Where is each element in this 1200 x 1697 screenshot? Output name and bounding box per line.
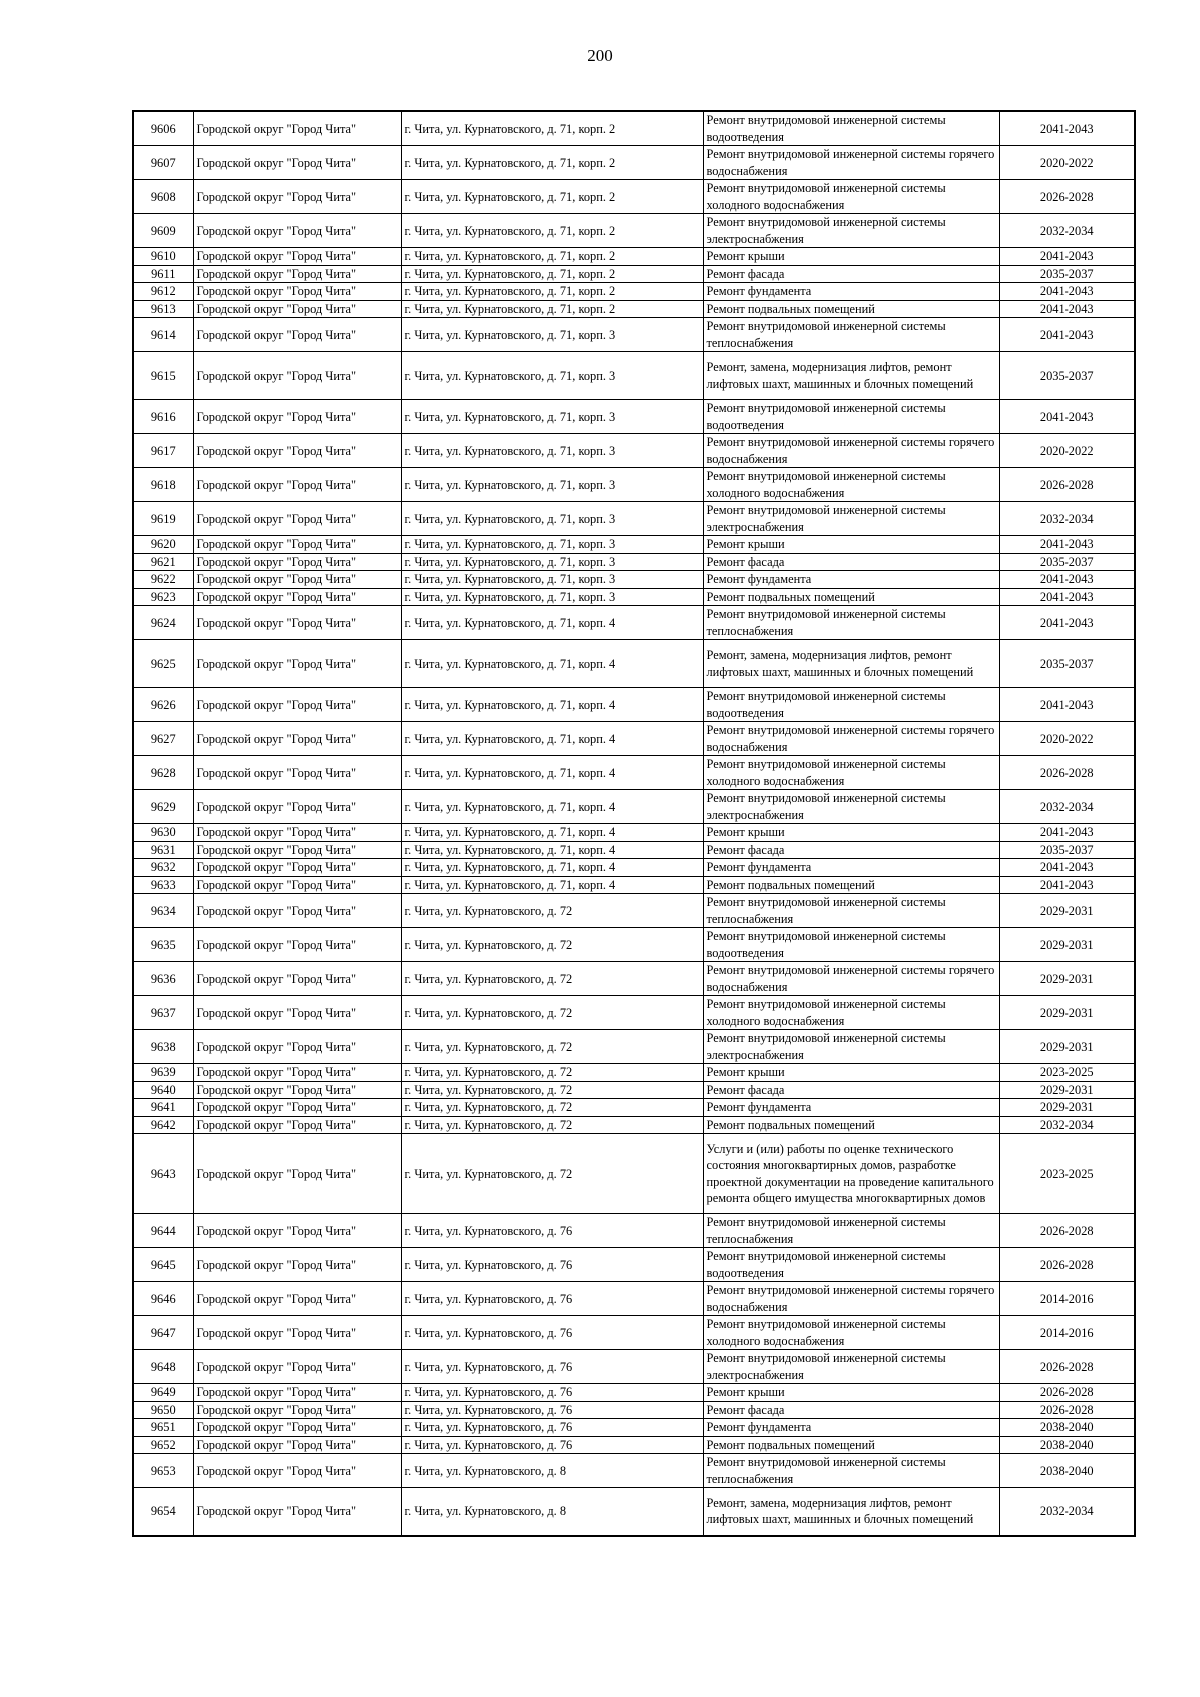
period-cell: 2035-2037 bbox=[999, 640, 1135, 688]
period-cell: 2026-2028 bbox=[999, 1401, 1135, 1419]
address-cell: г. Чита, ул. Курнатовского, д. 8 bbox=[401, 1488, 703, 1536]
work-type-cell: Услуги и (или) работы по оценке технического состояния многоквартирных домов, разработке проектной документации на проведение капитального ремонта общего имущества многоквартирных домов bbox=[703, 1134, 999, 1214]
table-row bbox=[133, 876, 1135, 894]
municipality-cell: Городской округ "Город Чита" bbox=[193, 1099, 401, 1117]
row-number: 9633 bbox=[133, 876, 193, 894]
address-cell: г. Чита, ул. Курнатовского, д. 71, корп. 4 bbox=[401, 790, 703, 824]
row-number: 9654 bbox=[133, 1488, 193, 1536]
table-row bbox=[133, 1350, 1135, 1384]
municipality-cell: Городской округ "Город Чита" bbox=[193, 1030, 401, 1064]
row-number: 9624 bbox=[133, 606, 193, 640]
row-number: 9611 bbox=[133, 265, 193, 283]
period-cell: 2041-2043 bbox=[999, 318, 1135, 352]
row-number: 9620 bbox=[133, 536, 193, 554]
work-type-cell: Ремонт подвальных помещений bbox=[703, 588, 999, 606]
municipality-cell: Городской округ "Город Чита" bbox=[193, 928, 401, 962]
municipality-cell: Городской округ "Город Чита" bbox=[193, 180, 401, 214]
table-row bbox=[133, 502, 1135, 536]
work-type-cell: Ремонт фасада bbox=[703, 553, 999, 571]
row-number: 9642 bbox=[133, 1116, 193, 1134]
work-type-cell: Ремонт внутридомовой инженерной системы водоотведения bbox=[703, 1248, 999, 1282]
period-cell: 2029-2031 bbox=[999, 1030, 1135, 1064]
row-number: 9628 bbox=[133, 756, 193, 790]
work-type-cell: Ремонт внутридомовой инженерной системы электроснабжения bbox=[703, 502, 999, 536]
municipality-cell: Городской округ "Город Чита" bbox=[193, 318, 401, 352]
municipality-cell: Городской округ "Город Чита" bbox=[193, 1116, 401, 1134]
table-row bbox=[133, 1419, 1135, 1437]
work-type-cell: Ремонт внутридомовой инженерной системы электроснабжения bbox=[703, 214, 999, 248]
period-cell: 2041-2043 bbox=[999, 876, 1135, 894]
work-type-cell: Ремонт внутридомовой инженерной системы теплоснабжения bbox=[703, 894, 999, 928]
table-row bbox=[133, 1081, 1135, 1099]
work-type-cell: Ремонт внутридомовой инженерной системы горячего водоснабжения bbox=[703, 146, 999, 180]
table-row bbox=[133, 1099, 1135, 1117]
municipality-cell: Городской округ "Город Чита" bbox=[193, 1454, 401, 1488]
work-type-cell: Ремонт внутридомовой инженерной системы электроснабжения bbox=[703, 1350, 999, 1384]
address-cell: г. Чита, ул. Курнатовского, д. 71, корп. 3 bbox=[401, 434, 703, 468]
row-number: 9609 bbox=[133, 214, 193, 248]
municipality-cell: Городской округ "Город Чита" bbox=[193, 352, 401, 400]
address-cell: г. Чита, ул. Курнатовского, д. 71, корп. 2 bbox=[401, 214, 703, 248]
work-type-cell: Ремонт крыши bbox=[703, 536, 999, 554]
row-number: 9608 bbox=[133, 180, 193, 214]
address-cell: г. Чита, ул. Курнатовского, д. 71, корп. 3 bbox=[401, 318, 703, 352]
work-type-cell: Ремонт подвальных помещений bbox=[703, 1436, 999, 1454]
period-cell: 2029-2031 bbox=[999, 928, 1135, 962]
period-cell: 2029-2031 bbox=[999, 1081, 1135, 1099]
work-type-cell: Ремонт внутридомовой инженерной системы теплоснабжения bbox=[703, 1214, 999, 1248]
address-cell: г. Чита, ул. Курнатовского, д. 72 bbox=[401, 1064, 703, 1082]
municipality-cell: Городской округ "Город Чита" bbox=[193, 1436, 401, 1454]
period-cell: 2038-2040 bbox=[999, 1436, 1135, 1454]
row-number: 9641 bbox=[133, 1099, 193, 1117]
municipality-cell: Городской округ "Город Чита" bbox=[193, 640, 401, 688]
address-cell: г. Чита, ул. Курнатовского, д. 72 bbox=[401, 928, 703, 962]
work-type-cell: Ремонт фундамента bbox=[703, 859, 999, 877]
work-type-cell: Ремонт фасада bbox=[703, 841, 999, 859]
period-cell: 2020-2022 bbox=[999, 146, 1135, 180]
row-number: 9607 bbox=[133, 146, 193, 180]
row-number: 9653 bbox=[133, 1454, 193, 1488]
municipality-cell: Городской округ "Город Чита" bbox=[193, 502, 401, 536]
address-cell: г. Чита, ул. Курнатовского, д. 71, корп. 3 bbox=[401, 502, 703, 536]
work-type-cell: Ремонт внутридомовой инженерной системы водоотведения bbox=[703, 688, 999, 722]
table-row bbox=[133, 300, 1135, 318]
address-cell: г. Чита, ул. Курнатовского, д. 71, корп. 4 bbox=[401, 688, 703, 722]
table-row bbox=[133, 468, 1135, 502]
municipality-cell: Городской округ "Город Чита" bbox=[193, 1401, 401, 1419]
address-cell: г. Чита, ул. Курнатовского, д. 76 bbox=[401, 1436, 703, 1454]
row-number: 9619 bbox=[133, 502, 193, 536]
row-number: 9629 bbox=[133, 790, 193, 824]
address-cell: г. Чита, ул. Курнатовского, д. 71, корп. 4 bbox=[401, 876, 703, 894]
row-number: 9646 bbox=[133, 1282, 193, 1316]
row-number: 9610 bbox=[133, 248, 193, 266]
work-type-cell: Ремонт фундамента bbox=[703, 1099, 999, 1117]
table-row bbox=[133, 180, 1135, 214]
municipality-cell: Городской округ "Город Чита" bbox=[193, 1488, 401, 1536]
address-cell: г. Чита, ул. Курнатовского, д. 72 bbox=[401, 1116, 703, 1134]
table-body bbox=[133, 111, 1135, 1536]
period-cell: 2041-2043 bbox=[999, 400, 1135, 434]
period-cell: 2026-2028 bbox=[999, 1384, 1135, 1402]
table-row bbox=[133, 400, 1135, 434]
period-cell: 2035-2037 bbox=[999, 841, 1135, 859]
table-row bbox=[133, 996, 1135, 1030]
work-type-cell: Ремонт крыши bbox=[703, 1064, 999, 1082]
period-cell: 2041-2043 bbox=[999, 283, 1135, 301]
work-type-cell: Ремонт внутридомовой инженерной системы горячего водоснабжения bbox=[703, 962, 999, 996]
address-cell: г. Чита, ул. Курнатовского, д. 72 bbox=[401, 1081, 703, 1099]
period-cell: 2032-2034 bbox=[999, 502, 1135, 536]
row-number: 9643 bbox=[133, 1134, 193, 1214]
period-cell: 2035-2037 bbox=[999, 265, 1135, 283]
municipality-cell: Городской округ "Город Чита" bbox=[193, 1214, 401, 1248]
municipality-cell: Городской округ "Город Чита" bbox=[193, 468, 401, 502]
table-row bbox=[133, 894, 1135, 928]
address-cell: г. Чита, ул. Курнатовского, д. 71, корп. 3 bbox=[401, 400, 703, 434]
row-number: 9617 bbox=[133, 434, 193, 468]
period-cell: 2026-2028 bbox=[999, 756, 1135, 790]
municipality-cell: Городской округ "Город Чита" bbox=[193, 996, 401, 1030]
work-type-cell: Ремонт внутридомовой инженерной системы холодного водоснабжения bbox=[703, 468, 999, 502]
period-cell: 2014-2016 bbox=[999, 1282, 1135, 1316]
table-row bbox=[133, 434, 1135, 468]
municipality-cell: Городской округ "Город Чита" bbox=[193, 722, 401, 756]
municipality-cell: Городской округ "Город Чита" bbox=[193, 146, 401, 180]
work-type-cell: Ремонт крыши bbox=[703, 1384, 999, 1402]
table-row bbox=[133, 265, 1135, 283]
address-cell: г. Чита, ул. Курнатовского, д. 71, корп. 2 bbox=[401, 111, 703, 146]
period-cell: 2041-2043 bbox=[999, 859, 1135, 877]
table-row bbox=[133, 928, 1135, 962]
table-row bbox=[133, 111, 1135, 146]
work-type-cell: Ремонт фундамента bbox=[703, 1419, 999, 1437]
address-cell: г. Чита, ул. Курнатовского, д. 72 bbox=[401, 1030, 703, 1064]
row-number: 9649 bbox=[133, 1384, 193, 1402]
table-row bbox=[133, 1436, 1135, 1454]
municipality-cell: Городской округ "Город Чита" bbox=[193, 1134, 401, 1214]
address-cell: г. Чита, ул. Курнатовского, д. 71, корп. 4 bbox=[401, 756, 703, 790]
table-row bbox=[133, 1248, 1135, 1282]
address-cell: г. Чита, ул. Курнатовского, д. 71, корп. 3 bbox=[401, 571, 703, 589]
table-row bbox=[133, 571, 1135, 589]
table-row bbox=[133, 318, 1135, 352]
table-row bbox=[133, 841, 1135, 859]
work-type-cell: Ремонт фасада bbox=[703, 1401, 999, 1419]
address-cell: г. Чита, ул. Курнатовского, д. 72 bbox=[401, 962, 703, 996]
row-number: 9647 bbox=[133, 1316, 193, 1350]
period-cell: 2026-2028 bbox=[999, 1350, 1135, 1384]
municipality-cell: Городской округ "Город Чита" bbox=[193, 588, 401, 606]
row-number: 9616 bbox=[133, 400, 193, 434]
municipality-cell: Городской округ "Город Чита" bbox=[193, 688, 401, 722]
table-row bbox=[133, 859, 1135, 877]
municipality-cell: Городской округ "Город Чита" bbox=[193, 876, 401, 894]
work-type-cell: Ремонт внутридомовой инженерной системы теплоснабжения bbox=[703, 606, 999, 640]
work-type-cell: Ремонт фундамента bbox=[703, 571, 999, 589]
period-cell: 2029-2031 bbox=[999, 996, 1135, 1030]
work-type-cell: Ремонт внутридомовой инженерной системы водоотведения bbox=[703, 400, 999, 434]
municipality-cell: Городской округ "Город Чита" bbox=[193, 1316, 401, 1350]
municipality-cell: Городской округ "Город Чита" bbox=[193, 248, 401, 266]
period-cell: 2041-2043 bbox=[999, 536, 1135, 554]
table-row bbox=[133, 722, 1135, 756]
work-type-cell: Ремонт внутридомовой инженерной системы горячего водоснабжения bbox=[703, 722, 999, 756]
work-type-cell: Ремонт фасада bbox=[703, 265, 999, 283]
work-type-cell: Ремонт крыши bbox=[703, 824, 999, 842]
work-type-cell: Ремонт внутридомовой инженерной системы водоотведения bbox=[703, 928, 999, 962]
municipality-cell: Городской округ "Город Чита" bbox=[193, 265, 401, 283]
work-type-cell: Ремонт подвальных помещений bbox=[703, 1116, 999, 1134]
period-cell: 2041-2043 bbox=[999, 824, 1135, 842]
address-cell: г. Чита, ул. Курнатовского, д. 71, корп. 4 bbox=[401, 824, 703, 842]
row-number: 9639 bbox=[133, 1064, 193, 1082]
municipality-cell: Городской округ "Город Чита" bbox=[193, 1350, 401, 1384]
period-cell: 2026-2028 bbox=[999, 180, 1135, 214]
table-row bbox=[133, 1030, 1135, 1064]
address-cell: г. Чита, ул. Курнатовского, д. 76 bbox=[401, 1384, 703, 1402]
work-type-cell: Ремонт внутридомовой инженерной системы холодного водоснабжения bbox=[703, 756, 999, 790]
address-cell: г. Чита, ул. Курнатовского, д. 71, корп. 4 bbox=[401, 841, 703, 859]
municipality-cell: Городской округ "Город Чита" bbox=[193, 283, 401, 301]
period-cell: 2032-2034 bbox=[999, 790, 1135, 824]
table-row bbox=[133, 214, 1135, 248]
municipality-cell: Городской округ "Город Чита" bbox=[193, 434, 401, 468]
table-row bbox=[133, 606, 1135, 640]
page-number: 200 bbox=[587, 46, 613, 65]
work-type-cell: Ремонт фундамента bbox=[703, 283, 999, 301]
municipality-cell: Городской округ "Город Чита" bbox=[193, 1064, 401, 1082]
municipality-cell: Городской округ "Город Чита" bbox=[193, 1248, 401, 1282]
period-cell: 2029-2031 bbox=[999, 1099, 1135, 1117]
municipality-cell: Городской округ "Город Чита" bbox=[193, 606, 401, 640]
table-row bbox=[133, 283, 1135, 301]
row-number: 9606 bbox=[133, 111, 193, 146]
address-cell: г. Чита, ул. Курнатовского, д. 71, корп. 3 bbox=[401, 468, 703, 502]
municipality-cell: Городской округ "Город Чита" bbox=[193, 536, 401, 554]
row-number: 9623 bbox=[133, 588, 193, 606]
address-cell: г. Чита, ул. Курнатовского, д. 71, корп. 3 bbox=[401, 352, 703, 400]
period-cell: 2035-2037 bbox=[999, 352, 1135, 400]
work-type-cell: Ремонт внутридомовой инженерной системы электроснабжения bbox=[703, 1030, 999, 1064]
table-row bbox=[133, 352, 1135, 400]
row-number: 9648 bbox=[133, 1350, 193, 1384]
work-type-cell: Ремонт внутридомовой инженерной системы горячего водоснабжения bbox=[703, 1282, 999, 1316]
table-row bbox=[133, 790, 1135, 824]
address-cell: г. Чита, ул. Курнатовского, д. 71, корп. 3 bbox=[401, 536, 703, 554]
row-number: 9627 bbox=[133, 722, 193, 756]
municipality-cell: Городской округ "Город Чита" bbox=[193, 214, 401, 248]
period-cell: 2020-2022 bbox=[999, 434, 1135, 468]
work-type-cell: Ремонт, замена, модернизация лифтов, ремонт лифтовых шахт, машинных и блочных помещений bbox=[703, 640, 999, 688]
work-type-cell: Ремонт, замена, модернизация лифтов, ремонт лифтовых шахт, машинных и блочных помещений bbox=[703, 1488, 999, 1536]
work-type-cell: Ремонт фасада bbox=[703, 1081, 999, 1099]
row-number: 9622 bbox=[133, 571, 193, 589]
period-cell: 2029-2031 bbox=[999, 894, 1135, 928]
table-row bbox=[133, 248, 1135, 266]
municipality-cell: Городской округ "Город Чита" bbox=[193, 111, 401, 146]
row-number: 9614 bbox=[133, 318, 193, 352]
period-cell: 2041-2043 bbox=[999, 248, 1135, 266]
row-number: 9644 bbox=[133, 1214, 193, 1248]
address-cell: г. Чита, ул. Курнатовского, д. 71, корп. 4 bbox=[401, 640, 703, 688]
table-row bbox=[133, 1401, 1135, 1419]
row-number: 9636 bbox=[133, 962, 193, 996]
address-cell: г. Чита, ул. Курнатовского, д. 76 bbox=[401, 1401, 703, 1419]
row-number: 9613 bbox=[133, 300, 193, 318]
address-cell: г. Чита, ул. Курнатовского, д. 71, корп. 3 bbox=[401, 588, 703, 606]
period-cell: 2032-2034 bbox=[999, 214, 1135, 248]
row-number: 9631 bbox=[133, 841, 193, 859]
address-cell: г. Чита, ул. Курнатовского, д. 76 bbox=[401, 1282, 703, 1316]
address-cell: г. Чита, ул. Курнатовского, д. 72 bbox=[401, 996, 703, 1030]
address-cell: г. Чита, ул. Курнатовского, д. 71, корп. 2 bbox=[401, 283, 703, 301]
municipality-cell: Городской округ "Город Чита" bbox=[193, 1419, 401, 1437]
row-number: 9640 bbox=[133, 1081, 193, 1099]
work-type-cell: Ремонт внутридомовой инженерной системы электроснабжения bbox=[703, 790, 999, 824]
table-row bbox=[133, 1488, 1135, 1536]
work-type-cell: Ремонт внутридомовой инженерной системы холодного водоснабжения bbox=[703, 1316, 999, 1350]
period-cell: 2029-2031 bbox=[999, 962, 1135, 996]
table-row bbox=[133, 1134, 1135, 1214]
row-number: 9637 bbox=[133, 996, 193, 1030]
table-row bbox=[133, 962, 1135, 996]
period-cell: 2026-2028 bbox=[999, 1214, 1135, 1248]
work-type-cell: Ремонт внутридомовой инженерной системы теплоснабжения bbox=[703, 1454, 999, 1488]
table-row bbox=[133, 1214, 1135, 1248]
work-type-cell: Ремонт внутридомовой инженерной системы холодного водоснабжения bbox=[703, 180, 999, 214]
address-cell: г. Чита, ул. Курнатовского, д. 71, корп. 4 bbox=[401, 859, 703, 877]
table-row bbox=[133, 1454, 1135, 1488]
work-type-cell: Ремонт подвальных помещений bbox=[703, 300, 999, 318]
table-row bbox=[133, 640, 1135, 688]
period-cell: 2023-2025 bbox=[999, 1064, 1135, 1082]
municipality-cell: Городской округ "Город Чита" bbox=[193, 756, 401, 790]
municipality-cell: Городской округ "Город Чита" bbox=[193, 962, 401, 996]
municipality-cell: Городской округ "Город Чита" bbox=[193, 1384, 401, 1402]
municipality-cell: Городской округ "Город Чита" bbox=[193, 400, 401, 434]
address-cell: г. Чита, ул. Курнатовского, д. 71, корп. 2 bbox=[401, 248, 703, 266]
address-cell: г. Чита, ул. Курнатовского, д. 71, корп. 3 bbox=[401, 553, 703, 571]
period-cell: 2026-2028 bbox=[999, 468, 1135, 502]
period-cell: 2038-2040 bbox=[999, 1454, 1135, 1488]
municipality-cell: Городской округ "Город Чита" bbox=[193, 824, 401, 842]
table-row bbox=[133, 536, 1135, 554]
work-type-cell: Ремонт подвальных помещений bbox=[703, 876, 999, 894]
row-number: 9615 bbox=[133, 352, 193, 400]
work-type-cell: Ремонт внутридомовой инженерной системы теплоснабжения bbox=[703, 318, 999, 352]
period-cell: 2041-2043 bbox=[999, 606, 1135, 640]
address-cell: г. Чита, ул. Курнатовского, д. 76 bbox=[401, 1214, 703, 1248]
table-row bbox=[133, 756, 1135, 790]
row-number: 9634 bbox=[133, 894, 193, 928]
row-number: 9635 bbox=[133, 928, 193, 962]
period-cell: 2032-2034 bbox=[999, 1116, 1135, 1134]
period-cell: 2014-2016 bbox=[999, 1316, 1135, 1350]
address-cell: г. Чита, ул. Курнатовского, д. 76 bbox=[401, 1419, 703, 1437]
address-cell: г. Чита, ул. Курнатовского, д. 72 bbox=[401, 894, 703, 928]
table-row bbox=[133, 1064, 1135, 1082]
period-cell: 2023-2025 bbox=[999, 1134, 1135, 1214]
period-cell: 2041-2043 bbox=[999, 300, 1135, 318]
municipality-cell: Городской округ "Город Чита" bbox=[193, 894, 401, 928]
work-type-cell: Ремонт внутридомовой инженерной системы водоотведения bbox=[703, 111, 999, 146]
row-number: 9632 bbox=[133, 859, 193, 877]
address-cell: г. Чита, ул. Курнатовского, д. 71, корп. 2 bbox=[401, 265, 703, 283]
address-cell: г. Чита, ул. Курнатовского, д. 71, корп. 2 bbox=[401, 180, 703, 214]
table-row bbox=[133, 1384, 1135, 1402]
period-cell: 2032-2034 bbox=[999, 1488, 1135, 1536]
table-row bbox=[133, 1116, 1135, 1134]
table-row bbox=[133, 688, 1135, 722]
row-number: 9621 bbox=[133, 553, 193, 571]
address-cell: г. Чита, ул. Курнатовского, д. 72 bbox=[401, 1134, 703, 1214]
municipality-cell: Городской округ "Город Чита" bbox=[193, 571, 401, 589]
table-row bbox=[133, 146, 1135, 180]
municipality-cell: Городской округ "Город Чита" bbox=[193, 841, 401, 859]
period-cell: 2041-2043 bbox=[999, 588, 1135, 606]
row-number: 9650 bbox=[133, 1401, 193, 1419]
work-type-cell: Ремонт крыши bbox=[703, 248, 999, 266]
row-number: 9630 bbox=[133, 824, 193, 842]
address-cell: г. Чита, ул. Курнатовского, д. 72 bbox=[401, 1099, 703, 1117]
capital-repair-table bbox=[132, 110, 1136, 1537]
table-row bbox=[133, 553, 1135, 571]
municipality-cell: Городской округ "Город Чита" bbox=[193, 1081, 401, 1099]
row-number: 9651 bbox=[133, 1419, 193, 1437]
work-type-cell: Ремонт, замена, модернизация лифтов, ремонт лифтовых шахт, машинных и блочных помещений bbox=[703, 352, 999, 400]
row-number: 9625 bbox=[133, 640, 193, 688]
period-cell: 2020-2022 bbox=[999, 722, 1135, 756]
municipality-cell: Городской округ "Город Чита" bbox=[193, 790, 401, 824]
row-number: 9626 bbox=[133, 688, 193, 722]
address-cell: г. Чита, ул. Курнатовского, д. 71, корп. 4 bbox=[401, 722, 703, 756]
municipality-cell: Городской округ "Город Чита" bbox=[193, 1282, 401, 1316]
period-cell: 2041-2043 bbox=[999, 111, 1135, 146]
table-row bbox=[133, 1282, 1135, 1316]
work-type-cell: Ремонт внутридомовой инженерной системы холодного водоснабжения bbox=[703, 996, 999, 1030]
table-row bbox=[133, 1316, 1135, 1350]
address-cell: г. Чита, ул. Курнатовского, д. 71, корп. 2 bbox=[401, 300, 703, 318]
period-cell: 2041-2043 bbox=[999, 571, 1135, 589]
address-cell: г. Чита, ул. Курнатовского, д. 8 bbox=[401, 1454, 703, 1488]
period-cell: 2041-2043 bbox=[999, 688, 1135, 722]
table-row bbox=[133, 588, 1135, 606]
period-cell: 2026-2028 bbox=[999, 1248, 1135, 1282]
row-number: 9652 bbox=[133, 1436, 193, 1454]
row-number: 9618 bbox=[133, 468, 193, 502]
row-number: 9638 bbox=[133, 1030, 193, 1064]
address-cell: г. Чита, ул. Курнатовского, д. 71, корп. 2 bbox=[401, 146, 703, 180]
row-number: 9612 bbox=[133, 283, 193, 301]
address-cell: г. Чита, ул. Курнатовского, д. 76 bbox=[401, 1248, 703, 1282]
municipality-cell: Городской округ "Город Чита" bbox=[193, 859, 401, 877]
address-cell: г. Чита, ул. Курнатовского, д. 71, корп. 4 bbox=[401, 606, 703, 640]
row-number: 9645 bbox=[133, 1248, 193, 1282]
address-cell: г. Чита, ул. Курнатовского, д. 76 bbox=[401, 1316, 703, 1350]
municipality-cell: Городской округ "Город Чита" bbox=[193, 300, 401, 318]
address-cell: г. Чита, ул. Курнатовского, д. 76 bbox=[401, 1350, 703, 1384]
municipality-cell: Городской округ "Город Чита" bbox=[193, 553, 401, 571]
table-row bbox=[133, 824, 1135, 842]
period-cell: 2035-2037 bbox=[999, 553, 1135, 571]
work-type-cell: Ремонт внутридомовой инженерной системы горячего водоснабжения bbox=[703, 434, 999, 468]
period-cell: 2038-2040 bbox=[999, 1419, 1135, 1437]
